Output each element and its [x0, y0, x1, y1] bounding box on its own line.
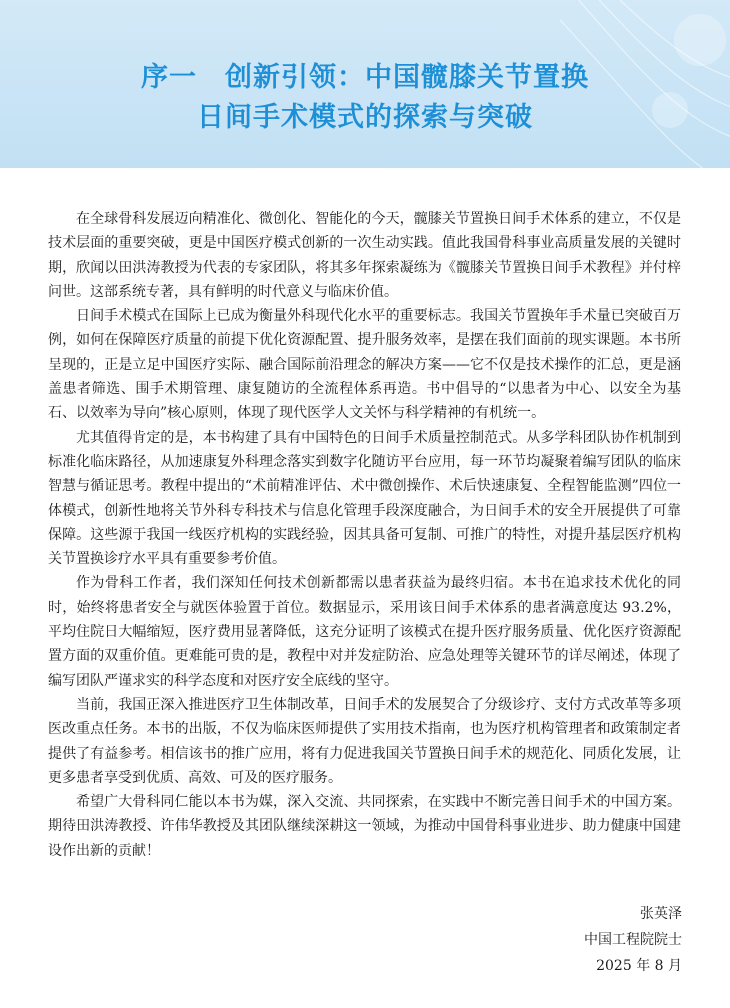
- title-line-1: 序一 创新引领：中国髋膝关节置换: [141, 62, 589, 93]
- preface-body: [48, 207, 681, 863]
- signature-name: 张英泽: [640, 906, 682, 922]
- paragraph: 尤其值得肯定的是，本书构建了具有中国特色的日间手术质量控制范式。从多学科团队协作机制到标准化临床路径，从加速康复外科理念落实到数字化随访平台应用，每一环节均凝聚着编写团队的临床智慧与循证思考。教程中提出的“术前精准评估、术中微创操作、术后快速康复、全程智能监测”四位一体模式，创新性地将关节外科专科技术与信息化管理手段深度融合，为日间手术的安全开展提供了可靠保障。这些源于我国一线医疗机构的实践经验，因其具备可复制、可推广的特性，对提升基层医疗机构关节置换诊疗水平具有重要参考价值。: [48, 429, 681, 568]
- paragraph: 在全球骨科发展迈向精准化、微创化、智能化的今天，髋膝关节置换日间手术体系的建立，不仅是技术层面的重要突破，更是中国医疗模式创新的一次生动实践。值此我国骨科事业高质量发展的关键时期，欣闻以田洪涛教授为代表的专家团队，将其多年探索凝练为《髋膝关节置换日间手术教程》并付梓问世。这部系统专著，具有鲜明的时代意义与临床价值。: [48, 211, 681, 300]
- signature-date: 2025 年 8 月: [596, 958, 682, 974]
- paragraph: 日间手术模式在国际上已成为衡量外科现代化水平的重要标志。我国关节置换年手术量已突破百万例，如何在保障医疗质量的前提下优化资源配置、提升服务效率，是摆在我们面前的现实课题。本书所呈现的，正是立足中国医疗实际、融合国际前沿理念的解决方案——它不仅是技术操作的汇总，更是涵盖患者筛选、围手术期管理、康复随访的全流程体系再造。书中倡导的“以患者为中心、以安全为基石、以效率为导向”核心原则，体现了现代医学人文关怀与科学精神的有机统一。: [48, 308, 681, 422]
- title-line-2: 日间手术模式的探索与突破: [197, 102, 533, 133]
- paragraph: 当前，我国正深入推进医疗卫生体制改革，日间手术的发展契合了分级诊疗、支付方式改革等多项医改重点任务。本书的出版，不仅为临床医师提供了实用技术指南，也为医疗机构管理者和政策制定者提供了有益参考。相信该书的推广应用，将有力促进我国关节置换日间手术的规范化、同质化发展，让更多患者享受到优质、高效、可及的医疗服务。: [48, 696, 681, 786]
- header-banner: [0, 0, 730, 168]
- signature-title: 中国工程院院士: [584, 932, 682, 948]
- signature-block: [584, 901, 682, 979]
- page-title: [0, 58, 730, 138]
- paragraph: 作为骨科工作者，我们深知任何技术创新都需以患者获益为最终归宿。本书在追求技术优化的同时，始终将患者安全与就医体验置于首位。数据显示，采用该日间手术体系的患者满意度达 93.2%，平均住院日大幅缩短，医疗费用显著降低，这充分证明了该模式在提升医疗服务质量、优化医疗资源配置方面的双重价值。更难能可贵的是，教程中对并发症防治、应急处理等关键环节的详尽阐述，体现了编写团队严谨求实的科学态度和对医疗安全底线的坚守。: [48, 575, 681, 689]
- paragraph: 希望广大骨科同仁能以本书为媒，深入交流、共同探索，在实践中不断完善日间手术的中国方案。期待田洪涛教授、许伟华教授及其团队继续深耕这一领域，为推动中国骨科事业进步、助力健康中国建设作出新的贡献！: [48, 794, 681, 859]
